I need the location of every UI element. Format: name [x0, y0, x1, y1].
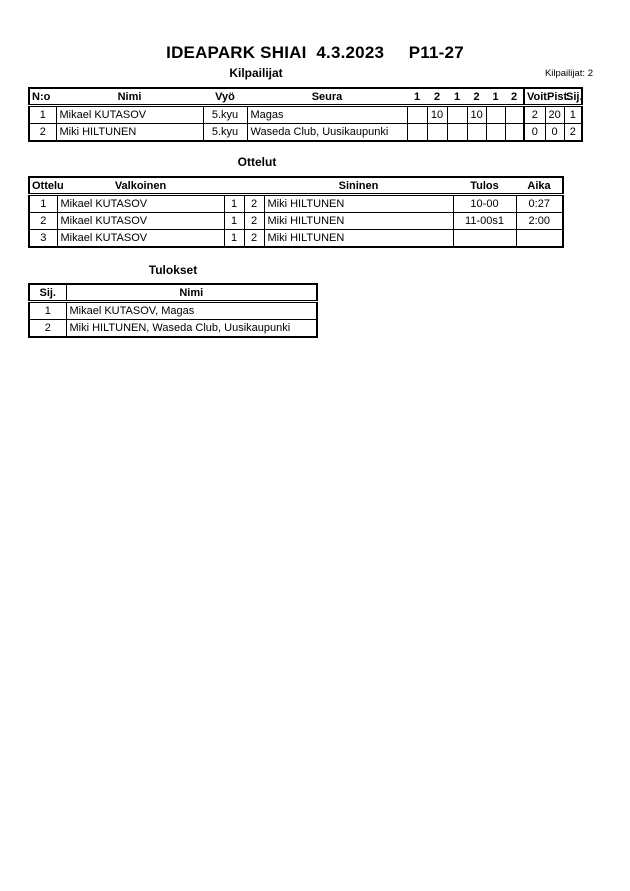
- cell-no: 2: [29, 124, 56, 142]
- cell-blue-name: Miki HILTUNEN: [264, 213, 453, 230]
- cell-white-no: 1: [224, 213, 244, 230]
- cell-nimi: Miki HILTUNEN: [56, 124, 203, 142]
- cell-result: [453, 230, 516, 248]
- cell-white-no: 1: [224, 195, 244, 213]
- competitors-header-row: [29, 88, 582, 106]
- cell-time: 0:27: [516, 195, 563, 213]
- cell-score: [486, 124, 505, 142]
- col-header-white-no: [224, 177, 244, 195]
- cell-time: [516, 230, 563, 248]
- cell-match-no: 3: [29, 230, 57, 248]
- col-header-no: N:o: [29, 88, 56, 106]
- competitor-row: [29, 106, 582, 124]
- matches-header-row: [29, 177, 563, 195]
- cell-score: [467, 124, 486, 142]
- result-row: [29, 320, 317, 338]
- col-header-round-6: 2: [505, 88, 524, 106]
- col-header-round-3: 1: [447, 88, 467, 106]
- competitors-table: [28, 87, 583, 142]
- col-header-nimi: Nimi: [66, 284, 317, 302]
- cell-place: 2: [29, 320, 66, 338]
- cell-pist: 0: [545, 124, 564, 142]
- col-header-round-1: 1: [407, 88, 427, 106]
- match-row: [29, 230, 563, 248]
- col-header-tulos: Tulos: [453, 177, 516, 195]
- cell-nimi: Mikael KUTASOV: [56, 106, 203, 124]
- cell-white-name: Mikael KUTASOV: [57, 195, 224, 213]
- col-header-blue-no: [244, 177, 264, 195]
- cell-result: 11-00s1: [453, 213, 516, 230]
- results-table: [28, 283, 318, 338]
- cell-white-no: 1: [224, 230, 244, 248]
- cell-vyo: 5.kyu: [203, 106, 247, 124]
- cell-time: 2:00: [516, 213, 563, 230]
- cell-no: 1: [29, 106, 56, 124]
- cell-voit: 0: [524, 124, 545, 142]
- cell-result: 10-00: [453, 195, 516, 213]
- col-header-ottelu: Ottelu: [29, 177, 57, 195]
- col-header-aika: Aika: [516, 177, 563, 195]
- col-header-sij: Sij.: [29, 284, 66, 302]
- cell-sij: 1: [564, 106, 582, 124]
- cell-score: [505, 124, 524, 142]
- match-row: [29, 213, 563, 230]
- cell-place: 1: [29, 302, 66, 320]
- cell-blue-no: 2: [244, 230, 264, 248]
- cell-match-no: 1: [29, 195, 57, 213]
- cell-blue-no: 2: [244, 195, 264, 213]
- cell-blue-name: Miki HILTUNEN: [264, 195, 453, 213]
- cell-pist: 20: [545, 106, 564, 124]
- cell-name-club: Miki HILTUNEN, Waseda Club, Uusikaupunki: [66, 320, 317, 338]
- col-header-round-2: 2: [427, 88, 447, 106]
- cell-score: [407, 106, 427, 124]
- cell-score: [427, 124, 447, 142]
- cell-score: [447, 124, 467, 142]
- cell-name-club: Mikael KUTASOV, Magas: [66, 302, 317, 320]
- col-header-vyo: Vyö: [203, 88, 247, 106]
- result-row: [29, 302, 317, 320]
- competitors-count-label: Kilpailijat: 2: [544, 68, 593, 79]
- cell-vyo: 5.kyu: [203, 124, 247, 142]
- section-heading-kilpailijat: Kilpailijat: [229, 66, 283, 80]
- cell-white-name: Mikael KUTASOV: [57, 230, 224, 248]
- match-row: [29, 195, 563, 213]
- col-header-pist: Pist.: [545, 88, 564, 106]
- results-header-row: [29, 284, 317, 302]
- cell-blue-name: Miki HILTUNEN: [264, 230, 453, 248]
- cell-score: 10: [467, 106, 486, 124]
- section-heading-ottelut: Ottelut: [237, 155, 277, 169]
- cell-voit: 2: [524, 106, 545, 124]
- col-header-valkoinen: Valkoinen: [57, 177, 224, 195]
- cell-seura: Waseda Club, Uusikaupunki: [247, 124, 407, 142]
- col-header-round-4: 2: [467, 88, 486, 106]
- section-heading-tulokset: Tulokset: [148, 263, 198, 277]
- cell-score: [505, 106, 524, 124]
- matches-table: [28, 176, 564, 248]
- col-header-voit: Voit.: [524, 88, 545, 106]
- cell-white-name: Mikael KUTASOV: [57, 213, 224, 230]
- cell-score: 10: [427, 106, 447, 124]
- competitor-row: [29, 124, 582, 142]
- col-header-sininen: Sininen: [264, 177, 453, 195]
- col-header-round-5: 1: [486, 88, 505, 106]
- cell-seura: Magas: [247, 106, 407, 124]
- page-title: IDEAPARK SHIAI 4.3.2023 P11-27: [166, 43, 464, 62]
- col-header-seura: Seura: [247, 88, 407, 106]
- col-header-sij: Sij.: [564, 88, 582, 106]
- cell-score: [447, 106, 467, 124]
- cell-blue-no: 2: [244, 213, 264, 230]
- cell-score: [407, 124, 427, 142]
- cell-sij: 2: [564, 124, 582, 142]
- col-header-nimi: Nimi: [56, 88, 203, 106]
- cell-match-no: 2: [29, 213, 57, 230]
- cell-score: [486, 106, 505, 124]
